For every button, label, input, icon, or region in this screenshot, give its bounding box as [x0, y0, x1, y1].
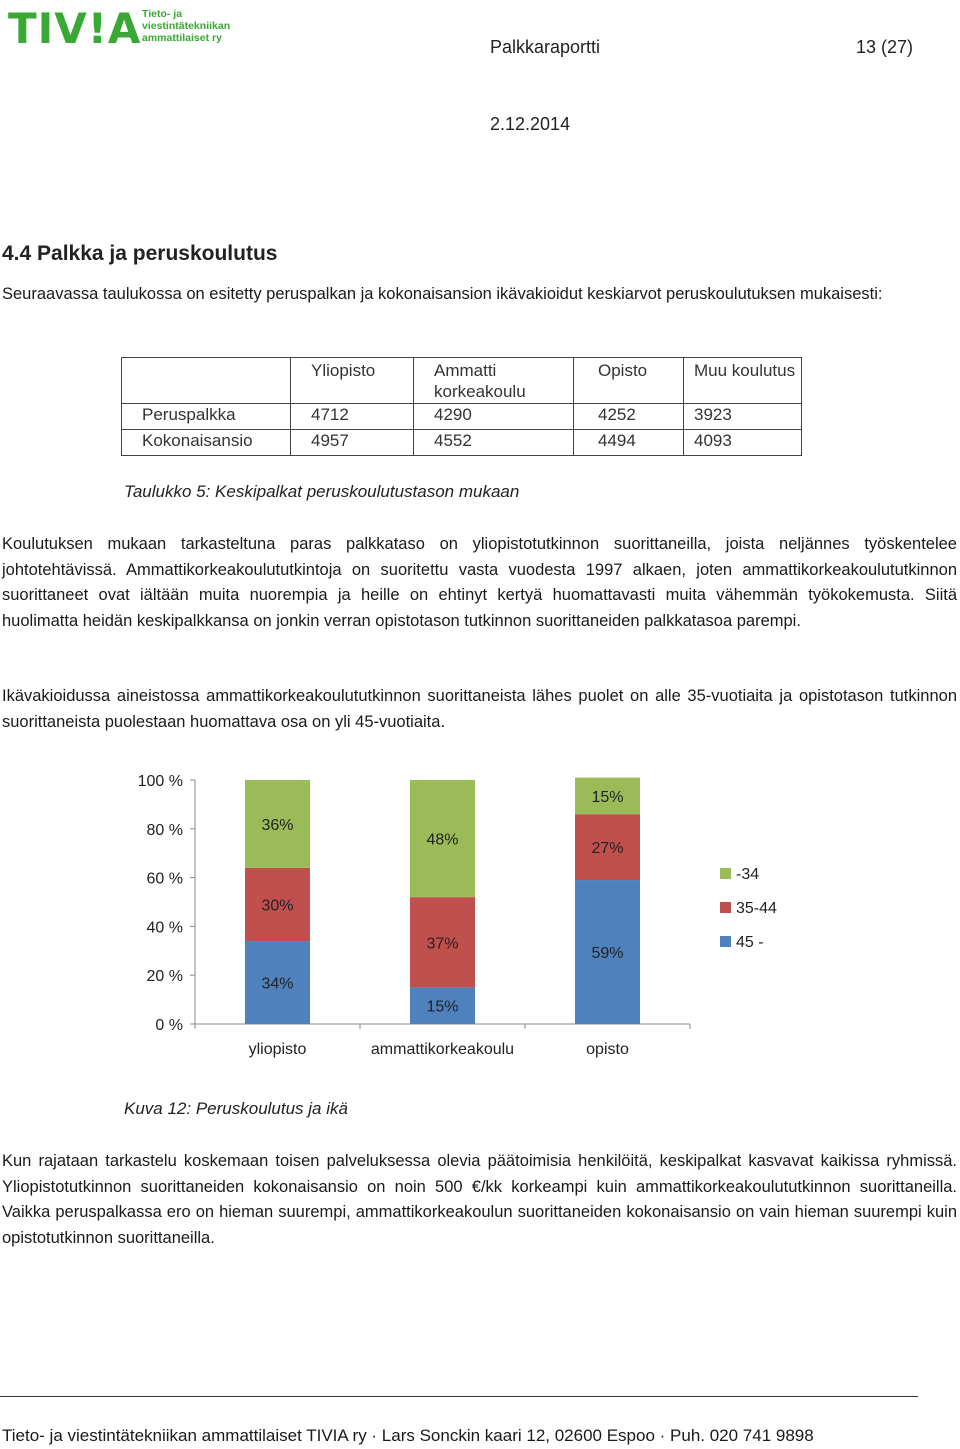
table-cell: 4712	[291, 404, 414, 430]
table-cell: 4552	[414, 430, 574, 456]
table-corner-cell	[122, 358, 291, 404]
table-row	[122, 404, 802, 430]
y-tick-label: 60 %	[146, 870, 183, 888]
legend-label: 45 -	[736, 934, 764, 951]
data-label: 15%	[591, 788, 624, 806]
table-cell: 4957	[291, 430, 414, 456]
data-label: 30%	[261, 897, 294, 915]
age-by-education-chart	[0, 760, 960, 1070]
y-tick-label: 0 %	[155, 1017, 183, 1034]
footer-text: Tieto- ja viestintätekniikan ammattilaiset TIVIA ry · Lars Sonckin kaari 12, 02600 Espoo · Puh. 020 741 9898	[2, 1426, 814, 1445]
column-header: Ammatti korkeakoulu	[414, 358, 574, 404]
table-cell: 3923	[684, 404, 802, 430]
column-header: Yliopisto	[291, 358, 414, 404]
column-header: Opisto	[574, 358, 684, 404]
data-label: 34%	[261, 975, 294, 993]
y-tick-label: 40 %	[146, 919, 183, 937]
table-cell: 4290	[414, 404, 574, 430]
section-heading: 4.4 Palkka ja peruskoulutus	[2, 242, 278, 265]
column-header: Muu koulutus	[684, 358, 802, 404]
row-label: Kokonaisansio	[122, 430, 291, 456]
x-tick-label: yliopisto	[248, 1041, 307, 1058]
chart-legend	[720, 866, 777, 951]
body-paragraph-1: Koulutuksen mukaan tarkasteltuna paras palkkataso on yliopistotutkinnon suorittaneilla, joista neljännes työskentelee johtotehtävissä. Ammattikorkeakoulututkintoja on suoritettu vasta vuodesta 1997 alkaen, joten ammattikorkeakoulututkinnon suorittaneet ovat iältään muita nuorempia ja heille on ehtinyt kertyä huomattavasti muita vähemmän työkokemusta. Siitä huolimatta heidän keskipalkkansa on jonkin verran opistotason tutkinnon suorittaneiden palkkatasoa parempi.	[2, 535, 957, 630]
table-cell: 4494	[574, 430, 684, 456]
data-label: 36%	[261, 816, 294, 834]
salary-table	[121, 357, 802, 456]
footer-divider	[0, 1396, 918, 1397]
x-tick-label: opisto	[586, 1041, 629, 1058]
page-number: 13 (27)	[856, 37, 914, 57]
doc-date: 2.12.2014	[490, 114, 571, 134]
chart-bars	[245, 778, 640, 1024]
intro-paragraph: Seuraavassa taulukossa on esitetty peruspalkan ja kokonaisansion ikävakioidut keskiarvot peruskoulutuksen mukaisesti:	[2, 285, 883, 303]
data-label: 27%	[591, 840, 624, 858]
y-tick-label: 80 %	[146, 821, 183, 839]
doc-title: Palkkaraportti	[490, 37, 601, 57]
data-label: 59%	[591, 945, 624, 963]
y-tick-label: 100 %	[137, 773, 183, 790]
legend-label: 35-44	[736, 900, 777, 917]
data-label: 48%	[426, 831, 459, 849]
table-row	[122, 430, 802, 456]
body-paragraph-2: Ikävakioidussa aineistossa ammattikorkeakoulututkinnon suorittaneista lähes puolet on alle 35-vuotiaita ja opistotason tutkinnon suorittaneista puolestaan huomattava osa on yli 45-vuotiaita.	[2, 687, 957, 731]
table-header-row	[122, 358, 802, 404]
table-cell: 4093	[684, 430, 802, 456]
y-tick-label: 20 %	[146, 968, 183, 986]
row-label: Peruspalkka	[122, 404, 291, 430]
legend-swatch	[720, 902, 731, 913]
body-paragraph-3: Kun rajataan tarkastelu koskemaan toisen palveluksessa olevia päätoimisia henkilöitä, keskipalkat kasvavat kaikissa ryhmissä. Yliopistotutkinnon suorittaneiden kokonaisansio on noin 500 €/kk korkeampi kuin ammattikorkeakoulututkinnon suorittaneilla. Vaikka peruspalkassa ero on hieman suurempi, ammattikorkeakoulun suorittaneiden kokonaisansio on vain hieman suurempi kuin opistotutkinnon suorittaneilla.	[2, 1152, 957, 1247]
legend-label: -34	[736, 866, 760, 883]
data-label: 15%	[426, 998, 459, 1016]
table-caption: Taulukko 5: Keskipalkat peruskoulutustason mukaan	[124, 482, 520, 501]
legend-swatch	[720, 936, 731, 947]
x-tick-label: ammattikorkeakoulu	[370, 1041, 515, 1058]
logo-wordmark: TIV!A	[8, 4, 142, 53]
table-cell: 4252	[574, 404, 684, 430]
data-label: 37%	[426, 935, 459, 953]
chart-caption: Kuva 12: Peruskoulutus ja ikä	[124, 1099, 348, 1118]
logo-org-name: Tieto- ja viestintätekniikan ammattilaiset ry	[142, 8, 231, 44]
legend-swatch	[720, 868, 731, 879]
